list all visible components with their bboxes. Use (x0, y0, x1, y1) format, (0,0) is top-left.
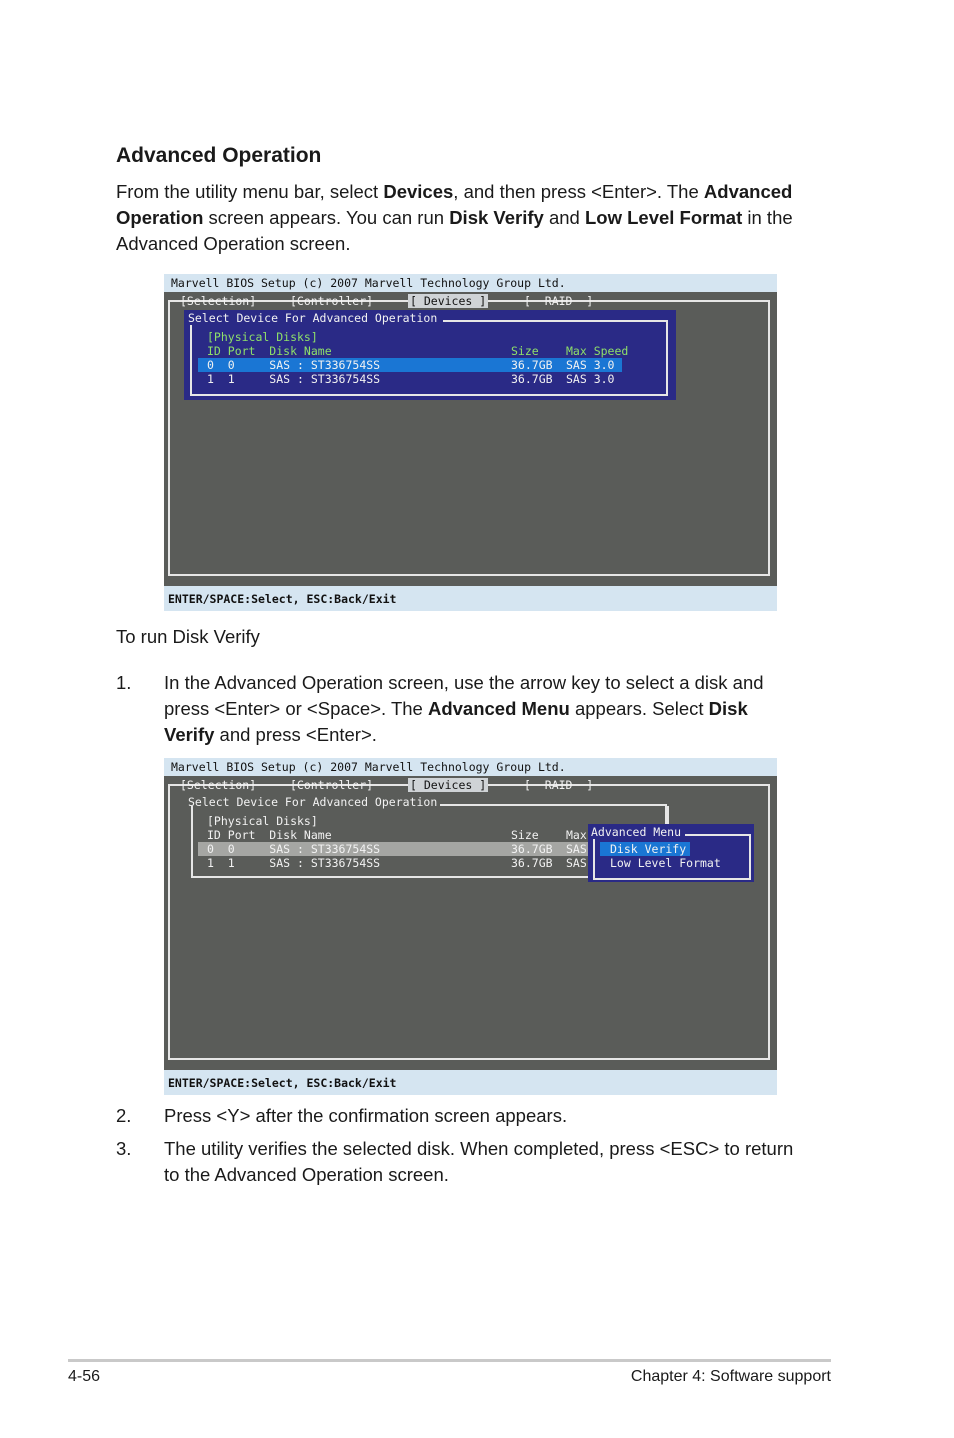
column-headers: ID Port Disk Name (207, 344, 332, 358)
tab-raid[interactable]: [ RAID ] (524, 778, 594, 792)
to-run-label: To run Disk Verify (116, 626, 260, 647)
bios-status-bar: ENTER/SPACE:Select, ESC:Back/Exit (164, 586, 777, 611)
tab-controller[interactable]: [Controller] (290, 778, 374, 792)
footer-rule (68, 1359, 831, 1362)
bios-title-bar: Marvell BIOS Setup (c) 2007 Marvell Technology Group Ltd. (164, 274, 777, 292)
bios-main-area (164, 292, 777, 586)
physical-disks-label: [Physical Disks] (207, 330, 318, 344)
disk-row-1[interactable]: 1 1 SAS : ST336754SS (207, 372, 381, 386)
step-3-text: The utility verifies the selected disk. When completed, press <ESC> to return to the Advanced Operation screen. (164, 1138, 794, 1185)
tab-raid[interactable]: [ RAID ] (524, 294, 594, 308)
step-3-number: 3. (116, 1138, 132, 1159)
intro-paragraph: From the utility menu bar, select Devices, and then press <Enter>. The Advanced Operation screen appears. You can run Disk Verify and Low Level Format in the Advanced Operation screen. (116, 181, 793, 254)
step-2-text: Press <Y> after the confirmation screen appears. (164, 1105, 568, 1126)
header-speed: Max Speed (566, 344, 629, 358)
disk-row-1[interactable]: 1 1 SAS : ST336754SS (207, 856, 381, 870)
tab-selection[interactable]: [Selection] (180, 778, 257, 792)
header-speed: Max (566, 828, 587, 842)
header-size: Size (511, 828, 539, 842)
menu-item-low-level-format[interactable]: Low Level Format (610, 856, 721, 870)
bios-title-bar: Marvell BIOS Setup (c) 2007 Marvell Technology Group Ltd. (164, 758, 777, 776)
physical-disks-label: [Physical Disks] (207, 814, 318, 828)
advanced-menu: Advanced Menu Disk Verify Low Level Format (588, 824, 754, 882)
bios-main-area: [Selection] [Controller] [ Devices ] [ RAID ] Select Device For Advanced Operation [Physical Disks] ID Port Disk Name Size Max 0 0 SAS : ST336754SS 36.7GB SAS 1 1 SAS : ST336754SS 36.7GB SAS Advanced Menu Disk Verify Low Level Format (164, 776, 777, 1070)
tab-devices[interactable]: [ Devices ] (410, 778, 487, 792)
section-heading: Advanced Operation (116, 144, 322, 167)
step-1-number: 1. (116, 672, 132, 693)
device-panel: Select Device For Advanced Operation [Physical Disks] ID Port Disk Name Size Max Speed 0 0 SAS : ST336754SS 36.7GB SAS 3.0 1 1 SAS : ST336754SS 36.7GB SAS 3.0 (184, 310, 676, 400)
header-size: Size (511, 344, 539, 358)
tab-controller[interactable]: [Controller] (290, 294, 374, 308)
advanced-menu-title: Advanced Menu (591, 825, 685, 839)
bios-status-bar: ENTER/SPACE:Select, ESC:Back/Exit (164, 1070, 777, 1095)
column-headers: ID Port Disk Name (207, 828, 332, 842)
tab-devices[interactable]: [ Devices ] (410, 294, 487, 308)
chapter-title: Chapter 4: Software support (630, 1368, 831, 1385)
tab-selection[interactable]: [Selection] (180, 294, 257, 308)
step-1-text: In the Advanced Operation screen, use the arrow key to select a disk and press <Enter> or <Space>. The Advanced Menu appears. Select Disk Verify and press <Enter>. (164, 672, 764, 745)
panel-title: Select Device For Advanced Operation (188, 311, 443, 325)
panel-title: Select Device For Advanced Operation (188, 795, 438, 809)
page-number: 4-56 (68, 1368, 101, 1385)
step-2-number: 2. (116, 1105, 132, 1126)
